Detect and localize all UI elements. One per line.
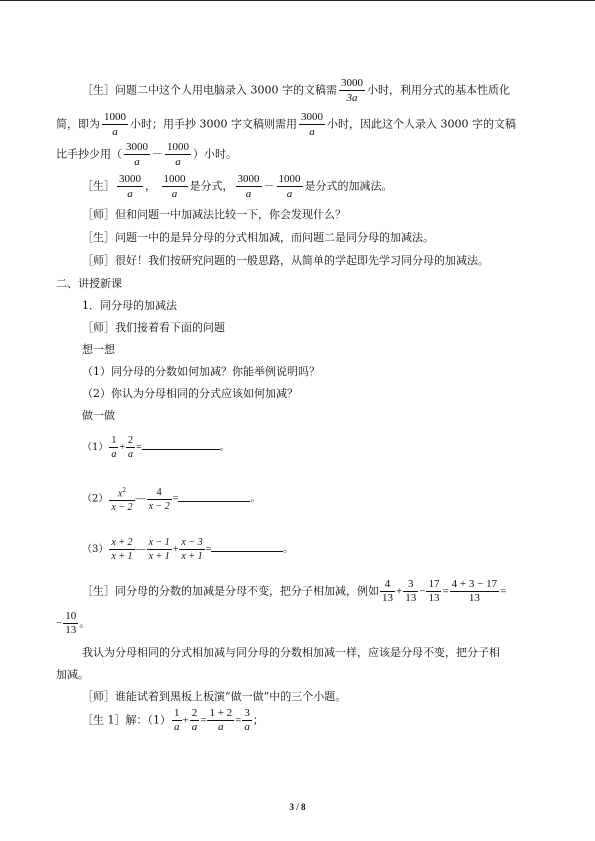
- fraction: $\frac{3}{13}$: [405, 578, 417, 604]
- fraction-3000-3a: $\frac{3000}{3a}$: [341, 77, 363, 104]
- text-line: ［师］我们接着看下面的问题: [82, 321, 225, 334]
- text-line: 想一想: [82, 343, 115, 356]
- para1-line3: 比手抄少用（ $\frac{3000}{a}$ － $\frac{1000}{a}$ ）小时。: [56, 141, 237, 168]
- fraction: $\frac{3}{a}$: [244, 707, 250, 733]
- text-line: ［师］但和问题一中加减法比较一下，你会发现什么？: [82, 208, 346, 221]
- para6-line: ［生 1］解：（1） $\frac{1}{a}$ + $\frac{2}{a}$ = $\frac{1 + 2}{a}$ = $\frac{3}{a}$ ；: [82, 707, 264, 733]
- fraction: $\frac{17}{13}$: [428, 578, 440, 604]
- exercise-1: （1） $\frac{1}{a}$ + $\frac{2}{a}$ = 。: [82, 435, 230, 460]
- fraction: $\frac{1}{a}$: [111, 435, 117, 460]
- fraction: $\frac{10}{13}$: [65, 610, 77, 636]
- fraction: $\frac{2}{a}$: [191, 707, 198, 733]
- fraction-3000-a: $\frac{3000}{a}$: [126, 141, 148, 168]
- answer-blank[interactable]: [142, 439, 220, 450]
- top-rule: [0, 0, 595, 1]
- fraction: $\frac{x - 1}{x + 1}$: [148, 537, 170, 562]
- para3-line1: ［生］同分母的分数的加减是分母不变，把分子相加减，例如 $\frac{4}{13}$ + $\frac{3}{13}$ − $\frac{17}{13}$ = $\frac{4 + 3 - 17}{13}$ =: [82, 578, 507, 604]
- fraction: $\frac{4 + 3 - 17}{13}$: [451, 578, 498, 604]
- fraction: $\frac{3000}{a}$: [237, 173, 260, 200]
- fraction: $\frac{3000}{a}$: [119, 173, 141, 200]
- fraction-1000-a: $\frac{1000}{a}$: [104, 111, 126, 138]
- fraction: $\frac{4}{x - 2}$: [148, 486, 170, 512]
- fraction: $\frac{1 + 2}{a}$: [209, 707, 233, 733]
- fraction-3000-a: $\frac{3000}{a}$: [301, 111, 323, 138]
- para4-line1: 我认为分母相同的分式相加减与同分母的分数相加减一样，应该是分母不变，把分子相: [82, 646, 500, 659]
- fraction: $\frac{1}{a}$: [174, 707, 180, 733]
- answer-blank[interactable]: [211, 541, 283, 552]
- para3-line2: − $\frac{10}{13}$ 。: [56, 610, 91, 636]
- para5-line: ［师］谁能试着到黑板上板演“做一做”中的三个小题。: [82, 690, 347, 703]
- fraction-1000-a: $\frac{1000}{a}$: [167, 141, 189, 168]
- exercise-3: （3） $\frac{x + 2}{x + 1}$ — $\frac{x - 1}{x + 1}$ + $\frac{x - 3}{x + 1}$ = 。: [82, 537, 294, 562]
- text-line: （2）你认为分母相同的分式应该如何加减？: [82, 387, 298, 400]
- text: ［生］问题二中这个人用电脑录入 3000 字的文稿需: [82, 83, 337, 97]
- para2-line: ［生］ $\frac{3000}{a}$ ， $\frac{1000}{a}$ 是分式， $\frac{3000}{a}$ － $\frac{1000}{a}$ 是分式的加减法。: [82, 173, 393, 200]
- section-heading: 二、讲授新课: [56, 277, 122, 290]
- fraction: $\frac{4}{13}$: [382, 578, 393, 604]
- fraction: $\frac{1000}{a}$: [278, 173, 301, 200]
- fraction: $\frac{2}{a}$: [128, 435, 134, 460]
- fraction: $\frac{1000}{a}$: [163, 173, 186, 200]
- text-line: （1）同分母的分数如何加减？你能举例说明吗？: [82, 365, 320, 378]
- para1-line2: 简，即为 $\frac{1000}{a}$ 小时；用手抄 3000 字文稿则需用 $\frac{3000}{a}$ 小时，因此这个人录入 3000 字的文稿: [56, 111, 516, 138]
- text: 小时，利用分式的基本性质化: [367, 83, 510, 97]
- text-line: ［生］问题一中的是异分母的分式相加减，而问题二是同分母的加减法。: [82, 231, 434, 244]
- para4-line2: 加减。: [56, 668, 89, 681]
- fraction: $\frac{x^2}{x - 2}$: [111, 486, 133, 514]
- fraction: $\frac{x - 3}{x + 1}$: [181, 537, 203, 562]
- subsection-heading: 1．同分母的加减法: [82, 299, 177, 312]
- para1-line1: [82, 76, 510, 105]
- page-number: 3 / 8: [289, 802, 306, 812]
- exercise-2: （2） $\frac{x^2}{x - 2}$ — $\frac{4}{x - 2}$ = 。: [82, 486, 261, 514]
- text-line: 做一做: [82, 409, 115, 422]
- answer-blank[interactable]: [178, 491, 250, 502]
- fraction: $\frac{x + 2}{x + 1}$: [111, 537, 133, 562]
- text-line: ［师］很好！我们按研究问题的一般思路，从简单的学起即先学习同分母的加减法。: [82, 254, 489, 267]
